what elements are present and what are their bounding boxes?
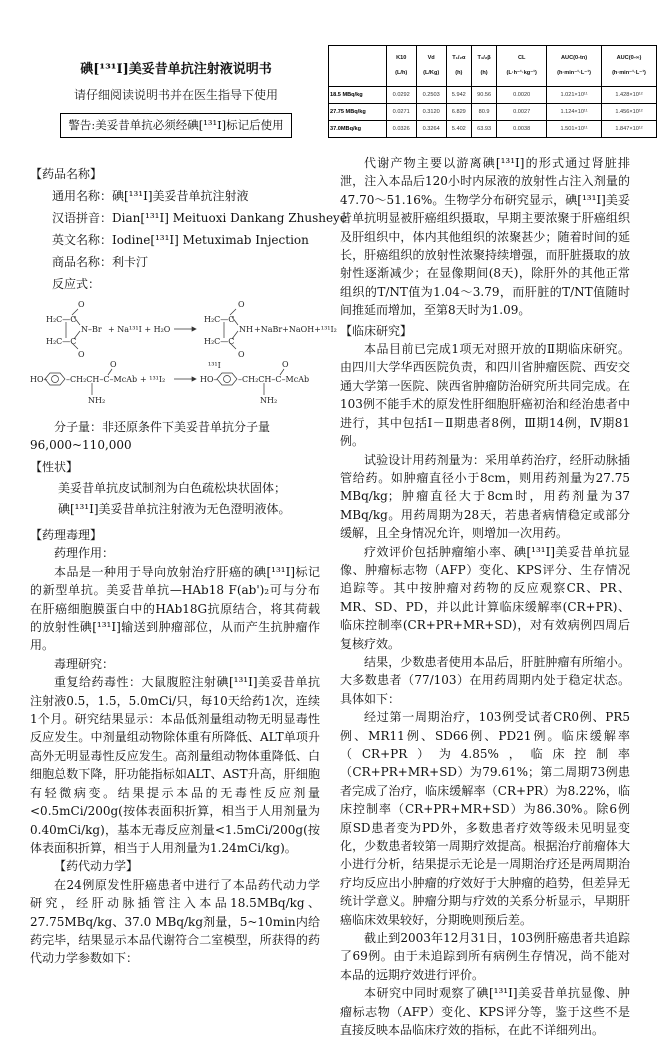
property-line: 美妥昔单抗皮试制剂为白色疏松块状固体； [58, 481, 287, 495]
column-name: T₁/₂α [452, 55, 466, 61]
formula-text: ¹³¹I [208, 361, 221, 370]
section-heading: 【临床研究】 [340, 323, 413, 338]
formula-text: HO– [200, 375, 218, 384]
table-header-row [329, 46, 657, 87]
column-unit: (L/Kg) [423, 70, 440, 76]
document-title: 碘[¹³¹I]美妥昔单抗注射液说明书 [80, 62, 272, 77]
formula-text: –CH₂CH–C–McAb [66, 375, 138, 384]
table-cell: 0.0326 [386, 121, 416, 138]
formula-text: O [238, 300, 245, 309]
trade-name: 商品名称：利卡汀 [52, 255, 149, 269]
english-name: 英文名称：Iodine[¹³¹I] Metuximab Injection [52, 233, 309, 247]
reaction-scheme [0, 295, 340, 405]
subheading: 药理作用： [54, 546, 115, 561]
table-cell: 0.3264 [416, 121, 446, 138]
column-header [497, 46, 547, 87]
formula-text: O [78, 300, 85, 309]
formula-text: + Na¹³¹I + H₂O [108, 325, 171, 334]
document-subtitle: 请仔细阅读说明书并在医生指导下使用 [73, 88, 278, 102]
formula-text: N–Br [81, 325, 102, 334]
table-cell: 1.847×10¹² [602, 121, 657, 138]
table-cell: 80.9 [471, 104, 496, 121]
right-column [340, 154, 630, 1040]
column-name: CL [517, 55, 526, 61]
paragraph: 试验设计用药剂量为：采用单药治疗，经肝动脉插管给药。如肿瘤直径小于8cm，则用药剂量为27.75 MBq/kg；肿瘤直径大于8cm时，用药剂量为37 MBq/kg。用药周期为28天，若患者病情稳定或部分缓解，且全身情况允许，则增加一次用药。 [340, 452, 630, 541]
table-cell: 0.0038 [497, 121, 547, 138]
table-cell: 1.428×10¹² [602, 87, 657, 104]
formula-text: HO– [30, 375, 48, 384]
property-line: 碘[¹³¹I]美妥昔单抗注射液为无色澄明液体。 [58, 502, 291, 516]
column-unit: (L·h⁻¹·kg⁻¹) [506, 70, 537, 76]
formula-text: +NaBr+NaOH+¹³¹I₂ [254, 325, 337, 334]
column-header [446, 46, 471, 87]
column-header [471, 46, 496, 87]
paragraph: 截止到2003年12月31日，103例肝癌患者共追踪了69例。由于未追踪到所有病例生存情况，尚不能对本品的远期疗效进行评价。 [340, 931, 630, 982]
formula-text: O [282, 360, 289, 369]
formula-text: NH [239, 325, 253, 334]
formula-text: O [238, 350, 245, 359]
column-name: Vd [427, 55, 435, 61]
table-cell: 0.0292 [386, 87, 416, 104]
dose-cell: 37.0MBq/kg [329, 121, 387, 138]
formula-text: O [110, 360, 117, 369]
section-heading: 【药品名称】 [30, 167, 103, 181]
dose-cell: 18.5 MBq/kg [329, 87, 387, 104]
drug-name-section [30, 163, 350, 295]
table-cell: 90.56 [471, 87, 496, 104]
paragraph: 重复给药毒性：大鼠腹腔注射碘[¹³¹I]美妥昔单抗注射液0.5，1.5，5.0mCi/只，每10天给药1次，连续1个月。研究结果显示：本品低剂量组动物无明显毒性反应发生。中剂量组动物除体重有所降低、ALT单项升高外无明显毒性反应发生。高剂量组动物体重降低、白细胞总数下降，肝功能指标如ALT、AST升高，肝细胞有轻微病变。结果提示本品的无毒性反应剂量<0.5mCi/200g(按体表面积折算，相当于人用剂量为0.40mCi/kg)，基本无毒反应剂量<1.5mCi/200g(按体表面积折算，相当于人用剂量为1.24mCi/kg)。 [30, 675, 320, 855]
paragraph: 本品目前已完成1项无对照开放的Ⅱ期临床研究。由四川大学华西医院负责，和四川省肿瘤医院、西安交通大学第一医院、陕西省肿瘤防治研究所共同完成。在103例不能手术的原发性肝细胞肝癌初治和经治患者中进行，其中包括Ⅰ－Ⅱ期患者8例，Ⅲ期14例，Ⅳ期81例。 [340, 342, 630, 449]
column-name: AUC(0-∞) [616, 55, 642, 61]
generic-name: 通用名称：碘[¹³¹I]美妥昔单抗注射液 [52, 189, 249, 203]
subheading: 毒理研究： [54, 656, 115, 671]
table-cell: 63.93 [471, 121, 496, 138]
molecular-weight [30, 418, 320, 455]
table-cell: 1.456×10¹² [602, 104, 657, 121]
molecular-weight-text: 分子量：非还原条件下美妥昔单抗分子量 [54, 420, 271, 434]
formula-text: H₂C—C [46, 315, 77, 324]
table-cell: 5.402 [446, 121, 471, 138]
table-cell: 0.0271 [386, 104, 416, 121]
column-name: T₁/₂β [477, 55, 491, 61]
table-cell: 0.2503 [416, 87, 446, 104]
column-header [386, 46, 416, 87]
pharmacokinetics-table [328, 45, 657, 138]
formula-text: H₂C—C [204, 315, 235, 324]
column-name: AUC(0-tn) [561, 55, 588, 61]
formula-text: + ¹³¹I₂ [140, 375, 166, 384]
formula-text: H₂C—C [46, 337, 77, 346]
formula-text: –CH₂CH–C–McAb [238, 375, 310, 384]
table-cell: 1.124×10¹¹ [547, 104, 602, 121]
column-header [329, 46, 387, 87]
formula-text: O [78, 350, 85, 359]
table-row [329, 121, 657, 138]
paragraph: 本研究中同时观察了碘[¹³¹I]美妥昔单抗显像、肿瘤标志物（AFP）变化、KPS评分等，鉴于这些不是直接反映本品临床疗效的指标，在此不详细列出。 [340, 986, 630, 1038]
column-header [602, 46, 657, 87]
column-header [547, 46, 602, 87]
section-heading: 【药代动力学】 [54, 859, 139, 874]
column-name: K10 [396, 55, 407, 61]
column-unit: (L/h) [395, 70, 408, 76]
properties-section [30, 457, 330, 520]
paragraph: 疗效评价包括肿瘤缩小率、碘[¹³¹I]美妥昔单抗显像、肿瘤标志物（AFP）变化、KPS评分、生存情况追踪等。其中按肿瘤对药物的反应观察CR、PR、MR、SD、PD，并以此计算临床缓解率(CR+PR)、临床控制率(CR+PR+MR+SD)，对有效病例四周后复核疗效。 [340, 544, 630, 651]
pharmacology-section [30, 526, 320, 968]
column-unit: (h) [480, 70, 488, 76]
paragraph: 在24例原发性肝癌患者中进行了本品药代动力学研究，经肝动脉插管注入本品18.5MBq/kg、27.75MBq/kg、37.0 MBq/kg剂量，5~10min内给药完毕，结果显示本品代谢符合二室模型，所获得的药代动力学参数如下： [30, 877, 320, 966]
table-cell: 1.021×10¹¹ [547, 87, 602, 104]
table-row [329, 104, 657, 121]
warning-box: 警告:美妥昔单抗必须经碘[¹³¹I]标记后使用 [60, 113, 292, 138]
formula-text: NH₂ [260, 396, 278, 405]
paragraph: 本品是一种用于导向放射治疗肝癌的碘[¹³¹I]标记的新型单抗。美妥昔单抗—HAb18 F(ab')₂可与分布在肝癌细胞膜蛋白中的HAb18G抗原结合，将其荷载的放射性碘[¹³¹I]输送到肿瘤部位，从而产生抗肿瘤作用。 [30, 564, 320, 653]
paragraph: 代谢产物主要以游离碘[¹³¹I]的形式通过肾脏排泄，注入本品后120小时内尿液的放射性占注入剂量的47.70～51.16%。生物学分布研究显示，碘[¹³¹I]美妥昔单抗明显被肝癌组织摄取，早期主要浓聚于肝癌组织及肝组织中，体内其他组织的浓聚甚少；随着时间的延长，肝癌组织的放射性浓聚持续增强，而肝脏摄取的放射性逐渐减少；在显像期间(8天)，除肝外的其他正常组织的T/NT值为1.04～3.79，而肝脏的T/NT值随时间推延而增加，至第8天时为1.09。 [340, 156, 630, 318]
paragraph: 经过第一周期治疗，103例受试者CR0例、PR5例、MR11例、SD66例、PD21例。临床缓解率（CR+PR）为4.85%，临床控制率（CR+PR+MR+SD）为79.61%；第二周期73例患者完成了治疗，临床缓解率（CR+PR）为8.22%，临床控制率（CR+PR+MR+SD）为86.30%。除6例原SD患者变为PD外，多数患者疗效等级未见明显变化，少数患者较第一周期疗效提高。根据治疗前瘤体大小进行分析，结果提示无论是一周期治疗还是两周期治疗均反应出小肿瘤的疗效好于大肿瘤的趋势，但差异无统计学意义。肿瘤分期与疗效的关系分析显示，早期肝癌临床效果较好，分期晚则预后差。 [340, 710, 630, 927]
section-heading: 【药理毒理】 [30, 528, 103, 542]
column-unit: (h·min⁻¹·L⁻¹) [612, 70, 646, 76]
column-unit: (h·min⁻¹·L⁻¹) [557, 70, 591, 76]
section-heading: 【性状】 [30, 460, 79, 474]
formula-text: H₂C—C [204, 337, 235, 346]
table-cell: 5.942 [446, 87, 471, 104]
table-cell: 0.0020 [497, 87, 547, 104]
table-cell: 0.0027 [497, 104, 547, 121]
table-cell: 0.3120 [416, 104, 446, 121]
dose-cell: 27.75 MBq/kg [329, 104, 387, 121]
formula-text: NH₂ [88, 396, 106, 405]
column-header [416, 46, 446, 87]
reaction-label: 反应式： [52, 277, 101, 291]
table-row [329, 87, 657, 104]
molecular-weight-value: 96,000~110,000 [30, 438, 132, 453]
pinyin-name: 汉语拼音：Dian[¹³¹I] Meituoxi Dankang Zhusheye [52, 211, 347, 225]
table-cell: 1.501×10¹¹ [547, 121, 602, 138]
paragraph: 结果，少数患者使用本品后，肝脏肿瘤有所缩小。大多数患者（77/103）在用药周期内处于稳定状态。具体如下： [340, 654, 630, 706]
column-unit: (h) [455, 70, 463, 76]
table-cell: 6.829 [446, 104, 471, 121]
